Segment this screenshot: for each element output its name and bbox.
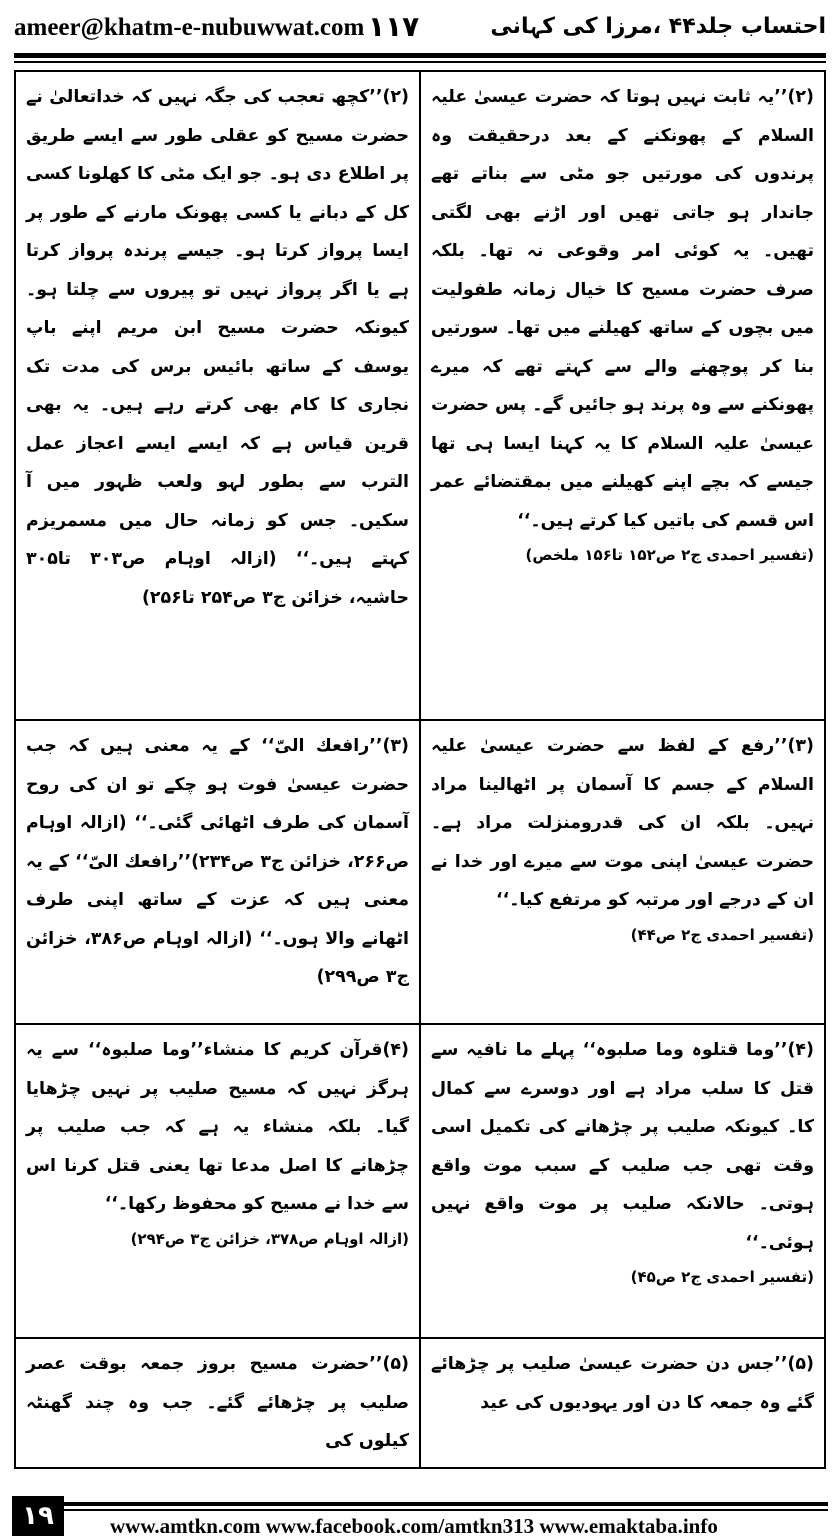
cell-text: (۳)’’رفع کے لفظ سے حضرت عیسیٰ علیہ السلام کے جسم کا آسمان پر اٹھالینا مراد نہیں۔ بلکہ ان کی قدرومنزلت مراد ہے۔ حضرت عیسیٰ اپنی موت سے میرے اور خدا نے ان کے درجے اور مرتبہ کو مرتفع کیا۔‘‘ — [431, 736, 814, 910]
header-email: ameer@khatm-e-nubuwwat.com — [14, 14, 365, 41]
header-page-number: ۱۱۷ — [368, 10, 420, 43]
table-row — [15, 1338, 825, 1468]
left-cell — [15, 1024, 420, 1338]
footer-rule — [64, 1502, 828, 1506]
left-cell — [15, 720, 420, 1024]
footer-rule-thin — [64, 1509, 828, 1511]
header-rule-thin — [14, 61, 826, 63]
right-cell — [420, 71, 825, 720]
table-row — [15, 720, 825, 1024]
comparison-table — [14, 70, 826, 1469]
right-cell — [420, 720, 825, 1024]
cell-text: (۲)’’یہ ثابت نہیں ہوتا کہ حضرت عیسیٰ علیہ السلام کے پھونکنے کے بعد درحقیقت وہ پرندوں کی مورتیں جو مٹی سے بناتے تھے جاندار ہو جاتی تھیں اور اڑنے بھی لگتی تھیں۔ یہ کوئی امر وقوعی نہ تھا۔ بلکہ صرف حضرت مسیح کا خیال زمانہ طفولیت میں بچوں کے ساتھ کھیلنے میں تھا۔ سورتیں بنا کر پوچھنے والے سے کہتے تھے کہ میرے پھونکنے سے وہ پرند ہو جائیں گے۔ پس حضرت عیسیٰ علیہ السلام کا یہ کہنا ایسا ہی تھا جیسے کہ بچے اپنے کھیلنے میں بمقتضائے عمر اس قسم کی باتیں کیا کرتے ہیں۔‘‘ — [431, 87, 814, 531]
page-header — [0, 0, 840, 62]
footer-urls: www.amtkn.com www.facebook.com/amtkn313 www.emaktaba.info — [110, 1514, 718, 1538]
cell-text: (۵)’’جس دن حضرت عیسیٰ صلیب پر چڑھائے گئے وہ جمعہ کا دن اور یہودیوں کی عید — [431, 1354, 814, 1413]
cell-reference: (تفسیر احمدی ج۲ ص۴۵) — [630, 1268, 814, 1286]
left-cell — [15, 71, 420, 720]
left-cell — [15, 1338, 420, 1468]
right-cell — [420, 1024, 825, 1338]
cell-reference: (تفسیر احمدی ج۲ ص۴۴) — [630, 925, 814, 944]
cell-text: (۳)’’رافعك الیّ‘‘ کے یہ معنی ہیں کہ جب حضرت عیسیٰ فوت ہو چکے تو ان کی روح آسمان کی طرف اٹھائی گئی۔‘‘ (ازالہ اوہام ص۲۶۶، خزائن ج۳ ص۲۳۴)’’رافعك الیّ‘‘ کے یہ معنی ہیں کہ عزت کے ساتھ اپنی طرف اٹھانے والا ہوں۔‘‘ (ازالہ اوہام ص۳۸۶، خزائن ج۳ ص۲۹۹) — [26, 736, 409, 987]
header-rule — [14, 53, 826, 58]
page-footer — [0, 1496, 840, 1540]
right-cell — [420, 1338, 825, 1468]
footer-page-number: ۱۹ — [12, 1496, 64, 1536]
cell-text: (۴)’’وما قتلوہ وما صلبوہ‘‘ پہلے ما نافیہ سے قتل کا سلب مراد ہے اور دوسرے سے کمال کا۔ کیونکہ صلیب پر چڑھانے کی تکمیل اسی وقت تھی جب صلیب کے سبب موت واقع ہوتی۔ حالانکہ صلیب پر موت واقع نہیں ہوئی۔‘‘ — [431, 1040, 814, 1253]
table-row — [15, 71, 825, 720]
cell-reference: (ازالہ اوہام ص۳۷۸، خزائن ج۳ ص۲۹۴) — [130, 1229, 409, 1248]
cell-text: (۴)قرآن کریم کا منشاء’’وما صلبوہ‘‘ سے یہ ہرگز نہیں کہ مسیح صلیب پر نہیں چڑھایا گیا۔ بلکہ منشاء یہ ہے کہ جب صلیب پر چڑھانے کا اصل مدعا تھا یعنی قتل کرنا اس سے خدا نے مسیح کو محفوظ رکھا۔‘‘ — [26, 1040, 409, 1214]
cell-text: (۲)’’کچھ تعجب کی جگہ نہیں کہ خداتعالیٰ نے حضرت مسیح کو عقلی طور سے ایسے طریق پر اطلاع دی ہو۔ جو ایک مٹی کا کھلونا کسی کل کے دبانے یا کسی پھونک مارنے کے طور پر ایسا پرواز کرتا ہو۔ جیسے پرندہ پرواز کرتا ہے یا اگر پرواز نہیں تو پیروں سے چلتا ہو۔ کیونکہ حضرت مسیح ابن مریم اپنے باپ یوسف کے ساتھ بائیس برس کی مدت تک نجاری کا کام بھی کرتے رہے ہیں۔ یہ بھی قرین قیاس ہے کہ ایسے ایسے اعجاز عمل الترب سے بطور لہو ولعب ظہور میں آ سکیں۔ جس کو زمانہ حال میں مسمریزم کہتے ہیں۔‘‘ (ازالہ اوہام ص۳۰۳ تا۳۰۵ حاشیہ، خزائن ج۳ ص۲۵۴ تا۲۵۶) — [26, 87, 409, 608]
table-row — [15, 1024, 825, 1338]
cell-reference: (تفسیر احمدی ج۲ ص۱۵۲ تا۱۵۶ ملخص) — [525, 546, 814, 564]
cell-text: (۵)’’حضرت مسیح بروز جمعہ بوقت عصر صلیب پر چڑھائے گئے۔ جب وہ چند گھنٹہ کیلوں کی — [26, 1354, 409, 1451]
header-title: احتساب جلد۴۴ ،مرزا کی کہانی — [490, 14, 826, 39]
